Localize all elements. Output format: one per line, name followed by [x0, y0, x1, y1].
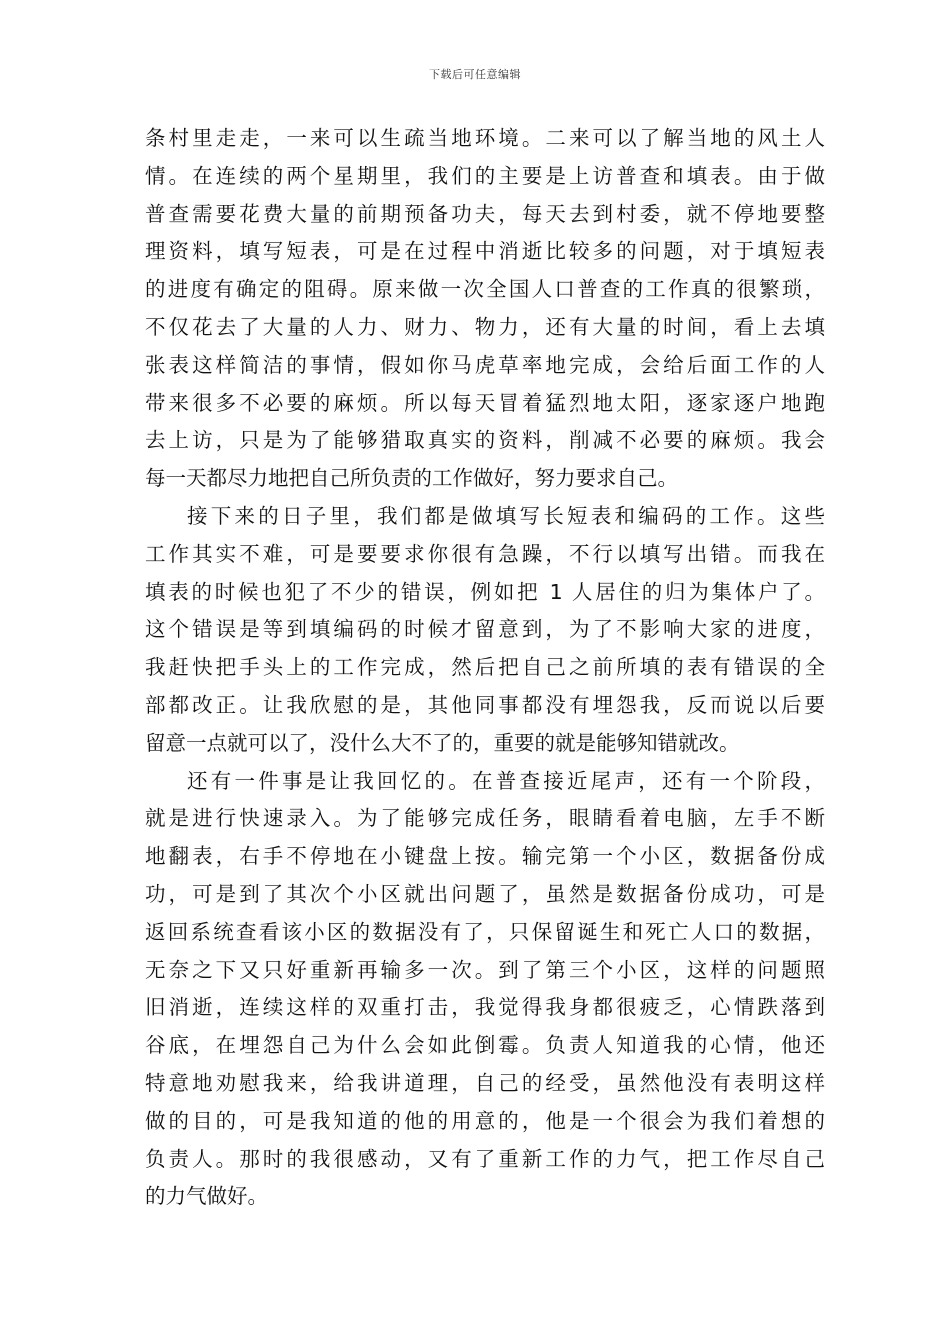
text-line: 返回系统查看该小区的数据没有了，只保留诞生和死亡人口的数据，: [145, 919, 825, 944]
text-line: 旧消逝，连续这样的双重打击，我觉得我身都很疲乏，心情跌落到: [145, 995, 825, 1020]
text-line: 无奈之下又只好重新再输多一次。到了第三个小区，这样的问题照: [145, 957, 825, 982]
text-line: 这个错误是等到填编码的时候才留意到，为了不影响大家的进度，: [145, 617, 825, 642]
text-line: 带来很多不必要的麻烦。所以每天冒着猛烈地太阳，逐家逐户地跑: [145, 390, 825, 415]
text-line: 张表这样简洁的事情，假如你马虎草率地完成，会给后面工作的人: [145, 352, 825, 377]
document-body: [145, 120, 825, 1216]
text-line: 谷底，在埋怨自己为什么会如此倒霉。负责人知道我的心情，他还: [145, 1033, 825, 1058]
text-line: 功，可是到了其次个小区就出问题了，虽然是数据备份成功，可是: [145, 881, 825, 906]
text-line: 的力气做好。: [145, 1184, 268, 1209]
text-line: 的进度有确定的阻碍。原来做一次全国人口普查的工作真的很繁琐，: [145, 277, 825, 302]
text-line: 部都改正。让我欣慰的是，其他同事都没有埋怨我，反而说以后要: [145, 692, 825, 717]
text-line: 接下来的日子里，我们都是做填写长短表和编码的工作。这些: [187, 503, 825, 528]
paragraph: [145, 763, 825, 1217]
text-line: 普查需要花费大量的前期预备功夫，每天去到村委，就不停地要整: [145, 201, 825, 226]
text-line: 去上访，只是为了能够猎取真实的资料，削减不必要的麻烦。我会: [145, 428, 825, 453]
text-line: 每一天都尽力地把自己所负责的工作做好，努力要求自己。: [145, 466, 678, 491]
text-line: 理资料，填写短表，可是在过程中消逝比较多的问题，对于填短表: [145, 239, 825, 264]
text-line: 特意地劝慰我来，给我讲道理，自己的经受，虽然他没有表明这样: [145, 1070, 825, 1095]
text-line: 填表的时候也犯了不少的错误，例如把 1 人居住的归为集体户了。: [145, 579, 825, 604]
text-line: 我赶快把手头上的工作完成，然后把自己之前所填的表有错误的全: [145, 655, 825, 680]
text-line: 情。在连续的两个星期里，我们的主要是上访普查和填表。由于做: [145, 163, 825, 188]
text-line: 还有一件事是让我回忆的。在普查接近尾声，还有一个阶段，: [187, 768, 825, 793]
text-line: 就是进行快速录入。为了能够完成任务，眼睛看着电脑，左手不断: [145, 806, 825, 831]
text-line: 条村里走走，一来可以生疏当地环境。二来可以了解当地的风土人: [145, 126, 825, 150]
text-line: 留意一点就可以了，没什么大不了的，重要的就是能够知错就改。: [145, 730, 740, 755]
text-line: 做的目的，可是我知道的他的用意的，他是一个很会为我们着想的: [145, 1108, 825, 1133]
text-line: 不仅花去了大量的人力、财力、物力，还有大量的时间，看上去填: [145, 314, 825, 339]
text-line: 工作其实不难，可是要要求你很有急躁，不行以填写出错。而我在: [145, 541, 825, 566]
text-line: 地翻表，右手不停地在小键盘上按。输完第一个小区，数据备份成: [145, 844, 825, 869]
text-line: 负责人。那时的我很感动，又有了重新工作的力气，把工作尽自己: [145, 1146, 825, 1171]
paragraph: [145, 498, 825, 763]
page-header-note: 下载后可任意编辑: [429, 68, 521, 81]
paragraph: [145, 120, 825, 498]
